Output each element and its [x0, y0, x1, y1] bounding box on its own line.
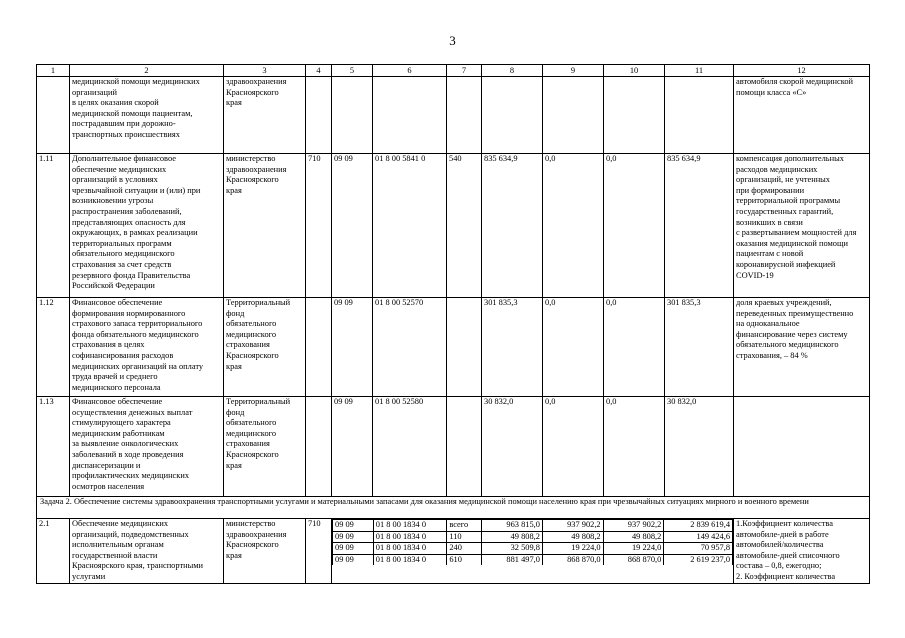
csr: 01 8 00 1834 0 — [373, 520, 447, 532]
vr — [447, 77, 482, 154]
amount-sum: 70 957,8 — [664, 543, 733, 555]
vr: 610 — [447, 554, 482, 565]
amount-2021: 0,0 — [543, 154, 604, 298]
grbs: 710 — [306, 519, 332, 584]
rzpr: 09 09 — [332, 397, 373, 497]
amount-2021: 19 224,0 — [542, 543, 603, 555]
col-header: 12 — [734, 65, 870, 77]
amount-total: 49 808,2 — [482, 531, 543, 543]
row-number: 2.1 — [37, 519, 70, 584]
amount-total: 881 497,0 — [482, 554, 543, 565]
amount-2021 — [543, 77, 604, 154]
amount-total — [482, 77, 543, 154]
table-row — [37, 519, 870, 584]
amount-total: 32 509,8 — [482, 543, 543, 555]
amount-sum: 2 619 237,0 — [664, 554, 733, 565]
table-row — [37, 298, 870, 397]
col-header: 1 — [37, 65, 70, 77]
amount-2021: 0,0 — [543, 298, 604, 397]
col-header: 5 — [332, 65, 373, 77]
amount-sum: 30 832,0 — [665, 397, 734, 497]
csr: 01 8 00 1834 0 — [373, 554, 447, 565]
rzpr: 09 09 — [333, 543, 374, 555]
rzpr: 09 09 — [332, 298, 373, 397]
row-number: 1.12 — [37, 298, 70, 397]
executor: здравоохранения Красноярского края — [224, 77, 306, 154]
amount-sum: 301 835,3 — [665, 298, 734, 397]
activity-name: Обеспечение медицинских организаций, подведомственных исполнительным органам государственной власти Красноярского края, транспортными услугами — [70, 519, 224, 584]
amount-2021: 868 870,0 — [542, 554, 603, 565]
rzpr — [332, 77, 373, 154]
expected-result: 1.Коэффициент количества автомобиле-дней в работе автомобилей/количества автомобиле-дней списочного состава – 0,8, ежегодно; 2. Коэффициент количества — [734, 519, 870, 584]
breakdown-row — [333, 520, 733, 532]
col-header: 8 — [482, 65, 543, 77]
executor: министерство здравоохранения Красноярского края — [224, 154, 306, 298]
amount-2022: 49 808,2 — [603, 531, 664, 543]
breakdown-row — [333, 543, 733, 555]
vr: 240 — [447, 543, 482, 555]
activity-name: Дополнительное финансовое обеспечение медицинских организаций в условиях чрезвычайной ситуации и (или) при возникновении угрозы распространения заболеваний, представляющих опасность для окружающих, в рамках реализации территориальных программ обязательного медицинского страхования за счет средств резервного фонда Правительства Российской Федерации — [70, 154, 224, 298]
rzpr: 09 09 — [333, 520, 374, 532]
rzpr: 09 09 — [332, 154, 373, 298]
grbs: 710 — [306, 154, 332, 298]
vr — [447, 298, 482, 397]
task-heading-row — [37, 497, 870, 519]
amount-2022: 0,0 — [604, 298, 665, 397]
amount-2022: 0,0 — [604, 154, 665, 298]
breakdown-row — [333, 554, 733, 565]
expected-result — [734, 397, 870, 497]
table-row — [37, 77, 870, 154]
amount-total: 301 835,3 — [482, 298, 543, 397]
activity-name: медицинской помощи медицинских организаций в целях оказания скорой медицинской помощи пациентам, пострадавшим при дорожно- транспортных происшествиях — [70, 77, 224, 154]
amount-2022: 868 870,0 — [603, 554, 664, 565]
activity-name: Финансовое обеспечение осуществления денежных выплат стимулирующего характера медицинским работникам за выявление онкологических заболеваний в ходе проведения диспансеризации и профилактических медицинских осмотров населения — [70, 397, 224, 497]
csr: 01 8 00 1834 0 — [373, 531, 447, 543]
program-activities-table — [36, 64, 870, 584]
amount-total: 963 815,0 — [482, 520, 543, 532]
expected-result: доля краевых учреждений, переведенных преимущественно на одноканальное финансирование через систему обязательного медицинского страхования, – 84 % — [734, 298, 870, 397]
rzpr: 09 09 — [333, 531, 374, 543]
executor: Территориальный фонд обязательного медицинского страхования Красноярского края — [224, 298, 306, 397]
expected-result: компенсация дополнительных расходов медицинских организаций, не учтенных при формировании территориальной программы государственных гарантий, возникших в связи с развертыванием мощностей для оказания медицинской помощи пациентам с новой коронавирусной инфекцией COVID-19 — [734, 154, 870, 298]
vr: 540 — [447, 154, 482, 298]
col-header: 7 — [447, 65, 482, 77]
activity-name: Финансовое обеспечение формирования нормированного страхового запаса территориального фонда обязательного медицинского страхования в целях софинансирования расходов медицинских организаций на оплату труда врачей и среднего медицинского персонала — [70, 298, 224, 397]
amount-sum: 2 839 619,4 — [664, 520, 733, 532]
expected-result: автомобиля скорой медицинской помощи класса «С» — [734, 77, 870, 154]
col-header: 10 — [604, 65, 665, 77]
rzpr: 09 09 — [333, 554, 374, 565]
grbs — [306, 77, 332, 154]
col-header: 11 — [665, 65, 734, 77]
amount-2021: 49 808,2 — [542, 531, 603, 543]
row-number — [37, 77, 70, 154]
csr: 01 8 00 1834 0 — [373, 543, 447, 555]
amount-sum: 149 424,6 — [664, 531, 733, 543]
vr: всего — [447, 520, 482, 532]
page-number: 3 — [449, 33, 456, 48]
row-number: 1.13 — [37, 397, 70, 497]
table-row — [37, 154, 870, 298]
column-number-row — [37, 65, 870, 77]
breakdown-cell — [332, 519, 734, 584]
executor: министерство здравоохранения Красноярского края — [224, 519, 306, 584]
col-header: 4 — [306, 65, 332, 77]
csr: 01 8 00 52580 — [373, 397, 447, 497]
row-number: 1.11 — [37, 154, 70, 298]
csr: 01 8 00 52570 — [373, 298, 447, 397]
amount-sum — [665, 77, 734, 154]
csr — [373, 77, 447, 154]
table-row — [37, 397, 870, 497]
amount-total: 835 634,9 — [482, 154, 543, 298]
vr: 110 — [447, 531, 482, 543]
amount-2021: 0,0 — [543, 397, 604, 497]
task-2-heading: Задача 2. Обеспечение системы здравоохранения транспортными услугами и материальными запасами для оказания медицинской помощи населению края при чрезвычайных ситуациях мирного и военного времени — [37, 497, 870, 519]
amount-2022: 937 902,2 — [603, 520, 664, 532]
vr — [447, 397, 482, 497]
breakdown-table — [332, 519, 733, 565]
col-header: 2 — [70, 65, 224, 77]
breakdown-row — [333, 531, 733, 543]
col-header: 3 — [224, 65, 306, 77]
col-header: 9 — [543, 65, 604, 77]
amount-2022 — [604, 77, 665, 154]
amount-2021: 937 902,2 — [542, 520, 603, 532]
amount-2022: 19 224,0 — [603, 543, 664, 555]
executor: Территориальный фонд обязательного медицинского страхования Красноярского края — [224, 397, 306, 497]
amount-2022: 0,0 — [604, 397, 665, 497]
col-header: 6 — [373, 65, 447, 77]
grbs — [306, 298, 332, 397]
grbs — [306, 397, 332, 497]
amount-sum: 835 634,9 — [665, 154, 734, 298]
csr: 01 8 00 5841 0 — [373, 154, 447, 298]
amount-total: 30 832,0 — [482, 397, 543, 497]
